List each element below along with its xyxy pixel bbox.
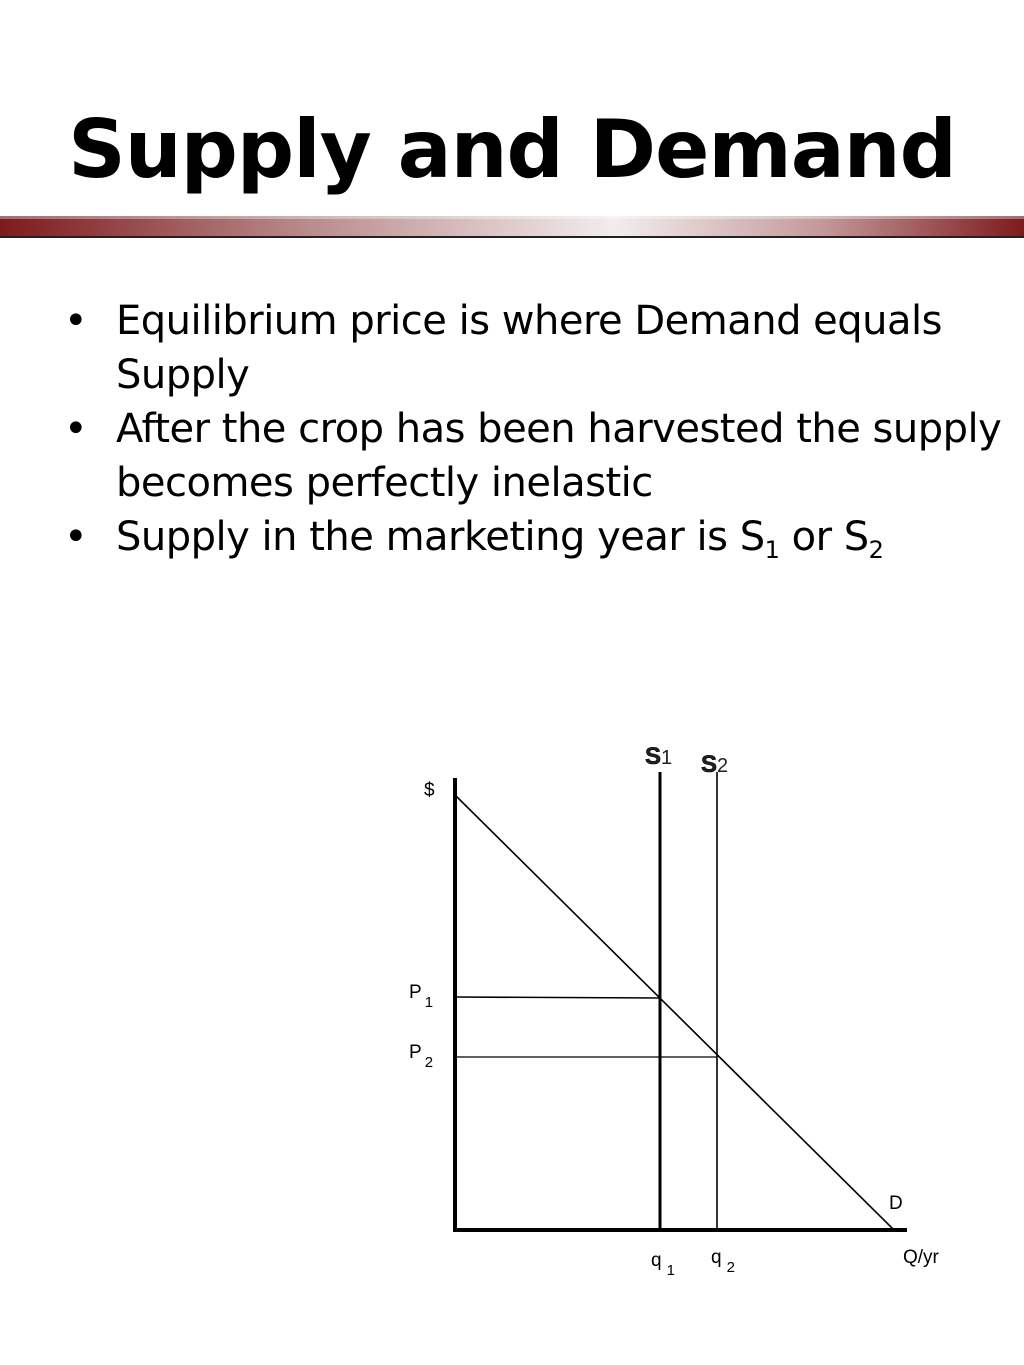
price1-label [409,982,433,1011]
price2-label-main: P [409,1042,422,1063]
slide-title: Supply and Demand [68,103,956,196]
quantity2-label-main: q [711,1247,722,1268]
x-axis-label: Q/yr [903,1247,939,1268]
bullet-dot-icon: • [64,514,88,560]
price2-label [409,1042,433,1071]
demand-curve [455,795,893,1229]
bullet-dot-icon: • [64,406,88,452]
supply1-label-sub: 1 [661,747,673,769]
bullet-text: After the crop has been harvested the supply becomes perfectly inelastic [116,406,1002,506]
bullet-dot-icon: • [64,298,88,344]
supply1-label [645,743,672,770]
bullet-text: Supply in the marketing year is S [116,514,765,560]
quantity1-label-sub: 1 [666,1262,675,1279]
price1-label-main: P [409,982,422,1003]
supply2-label-sub: 2 [717,755,729,777]
quantity1-label-main: q [651,1250,662,1271]
quantity1-label [651,1250,675,1279]
bullet-subscript: 2 [868,536,884,564]
quantity2-label-sub: 2 [726,1259,735,1276]
price-line-p1 [455,997,660,998]
bullet-text: Equilibrium price is where Demand equals Supply [116,298,942,398]
supply1-label-main: S [645,743,662,770]
price1-label-sub: 1 [424,994,434,1011]
supply2-label-main: S [701,751,718,778]
y-axis-label: $ [424,780,435,801]
bullet-subscript: 1 [764,536,780,564]
bullet-text: or S [779,514,869,560]
quantity2-label [711,1247,735,1276]
demand-label: D [889,1193,903,1214]
price2-label-sub: 2 [424,1054,434,1071]
supply2-label [701,751,728,778]
